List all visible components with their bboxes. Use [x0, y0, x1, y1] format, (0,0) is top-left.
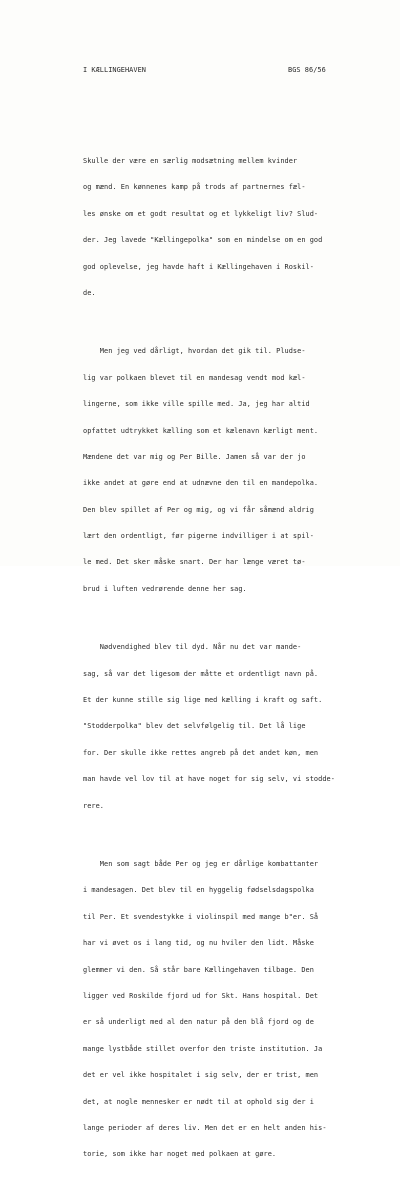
text-line: rere.	[83, 801, 104, 810]
text-line: ikke andet at gøre end at udnævne den til en mandepolka.	[83, 479, 319, 488]
text-line: er så underligt med al den natur på den blå fjord og de	[83, 1018, 314, 1027]
text-line: les ønske om et godt resultat og et lykkeligt liv? Slud-	[83, 209, 319, 218]
paragraph-1	[83, 140, 383, 314]
text-line: Et der kunne stille sig lige med kælling i kraft og saft.	[83, 696, 323, 705]
text-line: Skulle der være en særlig modsætning mellem kvinder	[83, 157, 298, 165]
text-line: Mændene det var mig og Per Bille. Jamen så var der jo	[83, 452, 306, 461]
text-line: mange lystbåde stillet overfor den triste institution. Ja	[83, 1044, 323, 1053]
text-line: torie, som ikke har noget med polkaen at gøre.	[83, 1150, 277, 1159]
text-line: opfattet udtrykket kælling som et kælenavn kærligt ment.	[83, 426, 319, 435]
text-line: ligger ved Roskilde fjord ud for Skt. Hans hospital. Det	[83, 991, 319, 1000]
body-text	[83, 124, 383, 1192]
text-line: glemmer vi den. Så står bare Kællingehaven tilbage. Den	[83, 965, 314, 974]
text-line: man havde vel lov til at have noget for sig selv, vi stodde-	[83, 775, 335, 784]
document-reference: BGS 86/56	[288, 66, 326, 74]
text-line: har vi øvet os i lang tid, og nu hviler den lidt. Måske	[83, 939, 314, 948]
text-line: sag, så var det ligesom der måtte et ordentligt navn på.	[83, 669, 319, 678]
text-line: le med. Det sker måske snart. Der har længe været tø-	[83, 558, 306, 567]
text-line: det, at nogle mennesker er nødt til at ophold sig der i	[83, 1097, 314, 1106]
text-line: "Stodderpolka" blev det selvfølgelig til. Det lå lige	[83, 722, 306, 731]
text-line: for. Der skulle ikke rettes angreb på det andet køn, men	[83, 748, 319, 757]
text-line: i mandesagen. Det blev til en hyggelig fødselsdagspolka	[83, 886, 314, 895]
text-line: der. Jeg lavede "Kællingepolka" som en mindelse om en god	[83, 236, 323, 245]
text-line: det er vel ikke hospitalet i sig selv, der er trist, men	[83, 1071, 319, 1080]
text-line: lange perioder af deres liv. Men det er en helt anden his-	[83, 1123, 327, 1132]
text-line: de.	[83, 288, 96, 297]
paragraph-3	[83, 626, 383, 827]
text-line: Nødvendighed blev til dyd. Når nu det var mande-	[83, 643, 302, 652]
paragraph-2	[83, 330, 383, 610]
text-line: lingerne, som ikke ville spille med. Ja, jeg har altid	[83, 400, 310, 409]
text-line: god oplevelse, jeg havde haft i Kællingehaven i Roskil-	[83, 262, 314, 271]
text-line: Men jeg ved dårligt, hvordan det gik til. Pludse-	[83, 347, 306, 356]
document-title: I KÆLLINGEHAVEN	[83, 66, 146, 74]
text-line: lært den ordentligt, før pigerne indvilliger i at spil-	[83, 532, 314, 541]
text-line: Men som sagt både Per og jeg er dårlige kombattanter	[83, 859, 319, 868]
text-line: Den blev spillet af Per og mig, og vi får såmænd aldrig	[83, 505, 314, 514]
text-line: og mænd. En kønnenes kamp på trods af partnernes fæl-	[83, 183, 306, 192]
paragraph-4	[83, 843, 383, 1176]
text-line: til Per. Et svendestykke i violinspil med mange b"er. Så	[83, 912, 319, 921]
text-line: lig var polkaen blevet til en mandesag vendt mod kæl-	[83, 373, 306, 382]
text-line: brud i luften vedrørende denne her sag.	[83, 584, 247, 593]
